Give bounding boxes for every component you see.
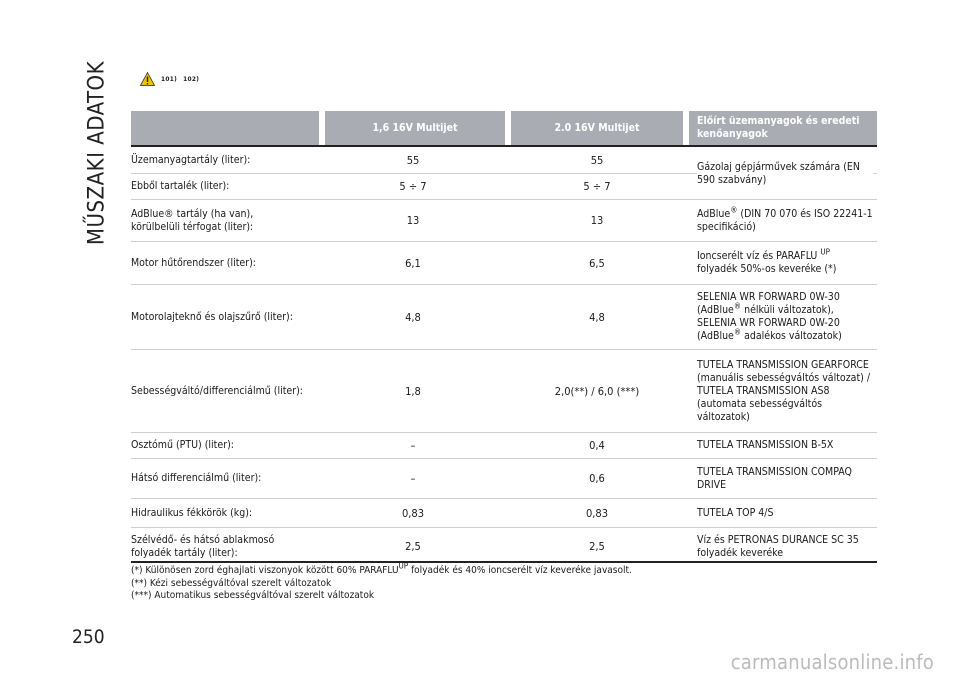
footnote-3: (***) Automatikus sebességváltóval szerelt változatok	[131, 590, 375, 601]
fluid-brake: TUTELA TOP 4/S	[697, 506, 774, 519]
value-20: 2,0(**) / 6,0 (***)	[554, 384, 640, 398]
value-20: 4,8	[589, 310, 605, 324]
table-row	[131, 349, 877, 432]
warning-ref-101: 101)	[161, 75, 178, 83]
row-label: AdBlue® tartály (ha van), körülbelüli térfogat (liter):	[131, 207, 254, 233]
fluid-coolant: Ioncserélt víz és PARAFLU $^{UP}$ folyadék 50%-os keveréke (*)	[697, 247, 837, 275]
row-label: Szélvédő- és hátsó ablakmosó folyadék tartály (liter):	[131, 533, 275, 559]
section-title: MŰSZAKI ADATOK	[84, 60, 110, 246]
value-16: 13	[406, 214, 420, 227]
value-20: 0,83	[585, 506, 609, 520]
header-blank	[131, 111, 319, 145]
table-row	[131, 199, 877, 241]
capacities-table	[131, 145, 877, 565]
value-20: 2,5	[589, 540, 605, 553]
fluid-rear-diff: TUTELA TRANSMISSION COMPAQ DRIVE	[697, 465, 852, 491]
table-row	[131, 241, 877, 284]
value-16: –	[410, 472, 416, 485]
page-number: 250	[72, 626, 105, 648]
value-16: 5 ÷ 7	[399, 180, 427, 193]
table-row	[131, 527, 877, 565]
warning-block	[140, 72, 205, 86]
header-fluids: Előírt üzemanyagok és eredeti kenőanyagok	[689, 111, 877, 145]
value-16: 2,5	[405, 540, 421, 553]
value-20: 0,4	[589, 439, 605, 452]
fluid-adblue: AdBlue® (DIN 70 070 és ISO 22241-1 specifikáció)	[697, 205, 873, 233]
warning-ref-102: 102)	[183, 75, 200, 83]
row-label: Osztómű (PTU) (liter):	[131, 439, 234, 451]
warning-icon	[140, 72, 155, 86]
table-bottom-rule	[131, 561, 877, 563]
value-20: 55	[590, 153, 604, 167]
table-row	[131, 432, 877, 458]
fluid-ptu: TUTELA TRANSMISSION B-5X	[697, 439, 834, 451]
value-20: 13	[590, 214, 604, 227]
fluid-engine-oil: SELENIA WR FORWARD 0W-30 (AdBlue® nélküli változatok), SELENIA WR FORWARD 0W-20 (AdBlue® adalékos változatok)	[697, 291, 842, 342]
row-label: Motorolajteknő és olajszűrő (liter):	[131, 310, 293, 323]
header-20-multijet: 2.0 16V Multijet	[511, 111, 683, 145]
row-label: Hátsó differenciálmű (liter):	[131, 472, 262, 484]
fluid-gearbox: TUTELA TRANSMISSION GEARFORCE (manuális sebességváltós változat) / TUTELA TRANSMISSION AS8 (automata sebességváltós változatok)	[697, 358, 871, 423]
value-20: 0,6	[589, 472, 605, 485]
watermark: carmanualsonline.info	[730, 650, 934, 674]
row-label: Hidraulikus fékkörök (kg):	[131, 506, 253, 519]
row-label: Motor hűtőrendszer (liter):	[131, 256, 256, 269]
table-row	[131, 498, 877, 527]
value-16: –	[410, 439, 416, 452]
value-20: 6,5	[589, 256, 605, 270]
table-row	[131, 284, 877, 349]
value-20: 5 ÷ 7	[583, 180, 611, 193]
value-16: 1,8	[405, 384, 421, 398]
header-16-multijet: 1,6 16V Multijet	[325, 111, 505, 145]
fluid-washer: Víz és PETRONAS DURANCE SC 35 folyadék keveréke	[697, 533, 859, 559]
row-label: Ebből tartalék (liter):	[131, 180, 230, 192]
row-label: Üzemanyagtartály (liter):	[131, 153, 251, 166]
footnote-1: (*) Különösen zord éghajlati viszonyok között 60% $PARAFLU^{UP}$ folyadék és 40% ioncserélt víz keveréke javasolt.	[131, 561, 632, 576]
value-16: 4,8	[405, 310, 421, 324]
value-16: 0,83	[401, 506, 425, 520]
table-row	[131, 458, 877, 498]
fluid-fuel: Gázolaj gépjárművek számára (EN 590 szabvány)	[697, 153, 873, 195]
footnote-2: (**) Kézi sebességváltóval szerelt változatok	[131, 577, 332, 589]
footnotes	[131, 561, 632, 603]
row-label: Sebességváltó/differenciálmű (liter):	[131, 384, 303, 397]
value-16: 55	[406, 153, 420, 167]
value-16: 6,1	[405, 256, 421, 270]
